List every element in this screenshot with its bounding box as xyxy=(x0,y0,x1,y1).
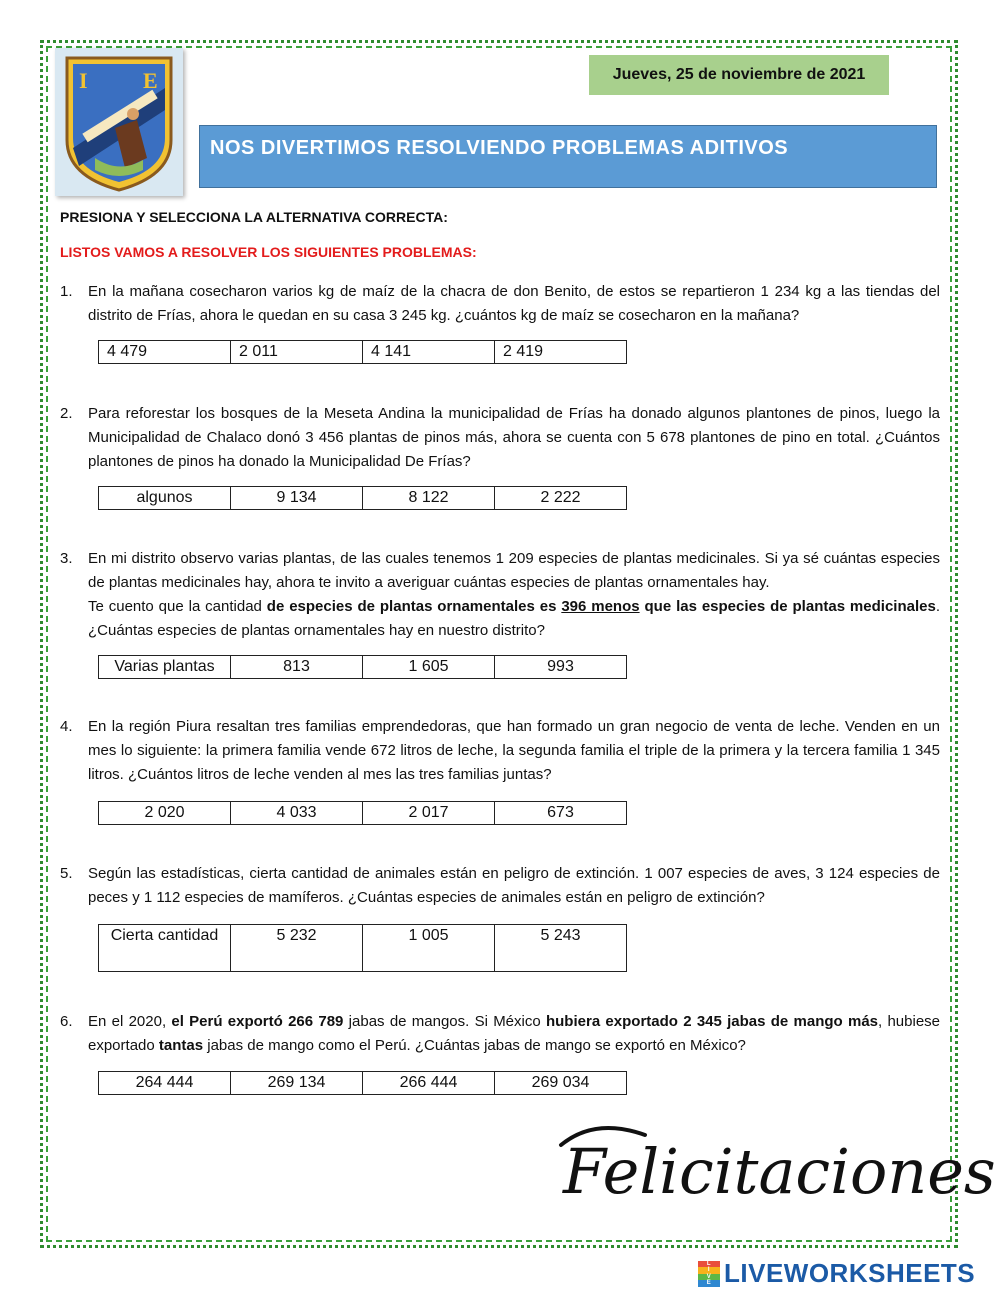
logo-letter-e: E xyxy=(143,68,158,93)
problem-number: 5. xyxy=(60,865,73,882)
problem-text xyxy=(88,547,940,643)
problem-text-part: . ¿Cuántas especies de plantas ornamentales hay en nuestro distrito? xyxy=(88,598,940,639)
option-1c[interactable]: 4 141 xyxy=(363,341,495,364)
problem-2 xyxy=(60,402,940,474)
option-5d[interactable]: 5 243 xyxy=(495,925,627,972)
option-6c[interactable]: 266 444 xyxy=(363,1072,495,1095)
problem-number: 2. xyxy=(60,405,73,422)
option-2a[interactable]: algunos xyxy=(99,487,231,510)
option-5b[interactable]: 5 232 xyxy=(231,925,363,972)
options-problem-6 xyxy=(98,1071,627,1095)
option-3d[interactable]: 993 xyxy=(495,656,627,679)
problem-text-part: , hubiese exportado xyxy=(88,1013,941,1054)
option-1b[interactable]: 2 011 xyxy=(231,341,363,364)
problem-number: 6. xyxy=(60,1013,73,1030)
option-2b[interactable]: 9 134 xyxy=(231,487,363,510)
option-6a[interactable]: 264 444 xyxy=(99,1072,231,1095)
date-label: Jueves, 25 de noviembre de 2021 xyxy=(589,55,889,95)
option-6b[interactable]: 269 134 xyxy=(231,1072,363,1095)
option-5c[interactable]: 1 005 xyxy=(363,925,495,972)
problem-text-part: jabas de mangos. Si México xyxy=(343,1013,546,1030)
option-4d[interactable]: 673 xyxy=(495,802,627,825)
problem-number: 3. xyxy=(60,550,73,567)
logo-letter: L xyxy=(698,1261,720,1268)
options-problem-4 xyxy=(98,801,627,825)
problem-text-part: En mi distrito observo varias plantas, de las cuales tenemos 1 209 especies de plantas medicinales. Si ya sé cuántas especies de plantas medicinales hay, ahora te invito a averiguar cuántas especies de plantas ornamentales hay. xyxy=(88,550,940,591)
felicitaciones-lettering xyxy=(555,1115,996,1225)
felicitaciones-text: Felicitaciones xyxy=(563,1135,996,1208)
instruction-select: PRESIONA Y SELECCIONA LA ALTERNATIVA CORRECTA: xyxy=(60,209,448,225)
problem-text-bold: tantas xyxy=(158,1037,204,1054)
option-2c[interactable]: 8 122 xyxy=(363,487,495,510)
instruction-solve: LISTOS VAMOS A RESOLVER LOS SIGUIENTES PROBLEMAS: xyxy=(60,244,477,260)
option-1a[interactable]: 4 479 xyxy=(99,341,231,364)
problem-text xyxy=(88,1010,940,1058)
problem-text-bold-underline: 396 menos xyxy=(561,598,640,615)
option-6d[interactable]: 269 034 xyxy=(495,1072,627,1095)
problem-text: Para reforestar los bosques de la Meseta Andina la municipalidad de Frías ha donado algunos plantones de pinos, luego la Municipalidad de Chalaco donó 3 456 plantas de pinos más, ahora se cuenta con 5 678 plantones de pino en total. ¿Cuántos plantones de pinos ha donado la Municipalidad De Frías? xyxy=(88,405,940,470)
decorative-border-inner xyxy=(46,46,952,1242)
problem-text: En la región Piura resaltan tres familias emprendedoras, que han formado un gran negocio de venta de leche. Venden en un mes lo siguiente: la primera familia vende 672 litros de leche, la segunda familia el triple de la primera y la tercera familia 1 345 litros. ¿Cuántos litros de leche venden al mes las tres familias juntas? xyxy=(88,718,940,783)
problem-4 xyxy=(60,715,940,787)
logo-letter: I xyxy=(698,1267,720,1274)
option-5a[interactable]: Cierta cantidad xyxy=(99,925,231,972)
options-problem-1 xyxy=(98,340,627,364)
problem-6 xyxy=(60,1010,940,1058)
liveworksheets-brand xyxy=(698,1258,975,1289)
option-4c[interactable]: 2 017 xyxy=(363,802,495,825)
brand-name: LIVEWORKSHEETS xyxy=(724,1258,976,1288)
problem-text-bold: de especies de plantas ornamentales es xyxy=(266,598,562,615)
options-problem-3 xyxy=(98,655,627,679)
problem-text-part: En el 2020, xyxy=(88,1013,172,1030)
page-title: NOS DIVERTIMOS RESOLVIENDO PROBLEMAS ADITIVOS xyxy=(199,125,937,188)
problem-1 xyxy=(60,280,940,328)
problem-text-part: Te cuento que la cantidad xyxy=(88,598,267,615)
option-1d[interactable]: 2 419 xyxy=(495,341,627,364)
option-3a[interactable]: Varias plantas xyxy=(99,656,231,679)
problem-text-part: jabas de mango como el Perú. ¿Cuántas jabas de mango se exportó en México? xyxy=(203,1037,746,1054)
problem-text-bold: hubiera exportado 2 345 jabas de mango más xyxy=(545,1013,879,1030)
option-3c[interactable]: 1 605 xyxy=(363,656,495,679)
logo-letter: E xyxy=(698,1280,720,1287)
options-problem-5 xyxy=(98,924,627,972)
problem-text: Según las estadísticas, cierta cantidad de animales están en peligro de extinción. 1 007 especies de aves, 3 124 especies de peces y 1 112 especies de mamíferos. ¿Cuántas especies de animales están en peligro de extinción? xyxy=(88,865,940,906)
options-problem-2 xyxy=(98,486,627,510)
problem-5 xyxy=(60,862,940,910)
logo-letter-i: I xyxy=(79,68,88,93)
option-4a[interactable]: 2 020 xyxy=(99,802,231,825)
problem-text-bold: que las especies de plantas medicinales xyxy=(639,598,936,615)
problem-3 xyxy=(60,547,940,643)
liveworksheets-logo-icon xyxy=(698,1261,720,1287)
option-3b[interactable]: 813 xyxy=(231,656,363,679)
problem-number: 1. xyxy=(60,283,73,300)
option-2d[interactable]: 2 222 xyxy=(495,487,627,510)
problem-number: 4. xyxy=(60,718,73,735)
problem-text-bold: el Perú exportó 266 789 xyxy=(171,1013,344,1030)
school-crest-logo xyxy=(55,48,183,196)
option-4b[interactable]: 4 033 xyxy=(231,802,363,825)
logo-letter: V xyxy=(698,1274,720,1281)
problem-text: En la mañana cosecharon varios kg de maíz de la chacra de don Benito, de estos se repartieron 1 234 kg a las tiendas del distrito de Frías, ahora le quedan en su casa 3 245 kg. ¿cuántos kg de maíz se cosecharon en la mañana? xyxy=(88,283,940,324)
